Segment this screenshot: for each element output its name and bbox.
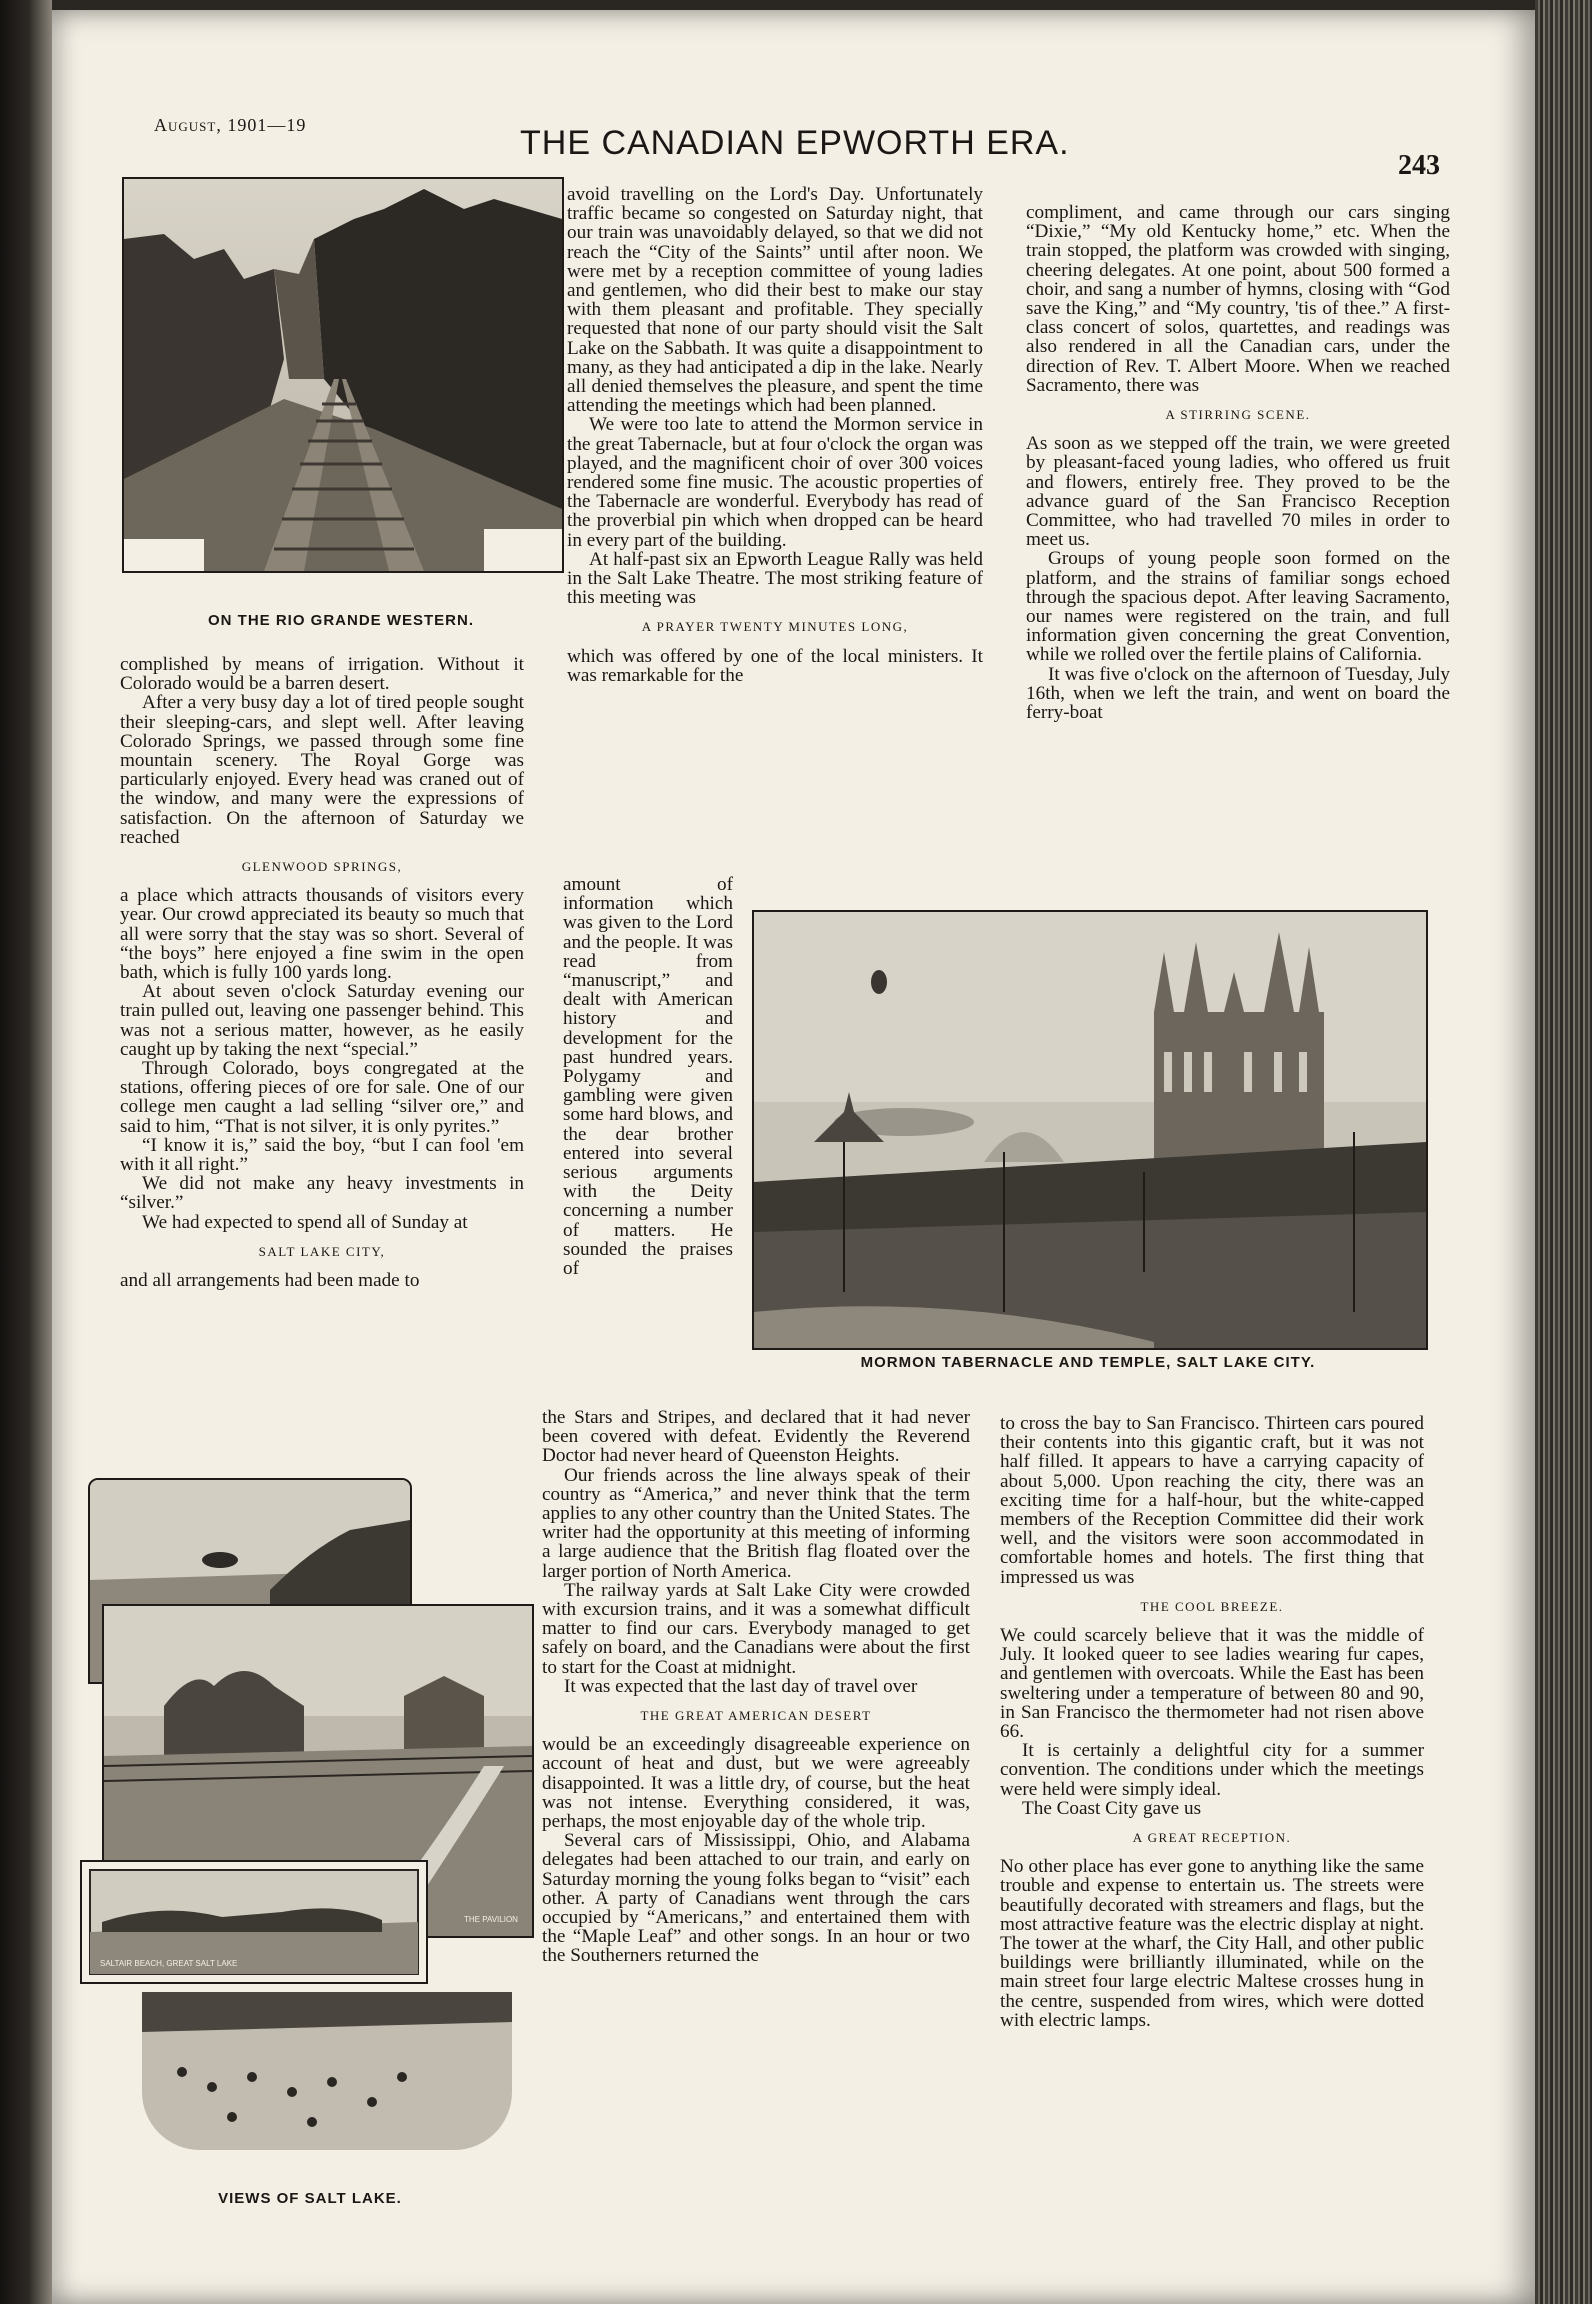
paragraph: Groups of young people soon formed on the platform, and the strains of familiar songs echoed through the spacious depot. After leaving Sacramento, our names were registered on the train, and full information given concerning the great Convention, while we rolled over the fertile plains of California. <box>1026 548 1450 666</box>
paragraph: which was offered by one of the local ministers. It was remarkable for the <box>567 645 983 686</box>
paragraph: the Stars and Stripes, and declared that it had never been covered with defeat. Evidently the Reverend Doctor had never heard of Queenston Heights. <box>542 1407 970 1467</box>
paragraph: compliment, and came through our cars singing “Dixie,” “My old Kentucky home,” etc. When the train stopped, the platform was crowded with singing, cheering delegates. At one point, about 500 formed a choir, and sang a number of hymns, closing with “God save the King,” and “My country, 'tis of thee.” A first-class concert of solos, quartettes, and readings was also rendered in all the Canadian cars, under the direction of Rev. T. Albert Moore. When we reached Sacramento, there was <box>1026 202 1450 396</box>
paragraph: avoid travelling on the Lord's Day. Unfortunately traffic became so congested on Saturday night, that our train was unavoidably delayed, so that we did not reach the “City of the Saints” until after noon. We were met by a reception committee of young ladies and gentlemen, who did their best to make our stay with them pleasant and profitable. They specially requested that none of our party should visit the Salt Lake on the Sabbath. It was quite a disappointment to many, as they had anticipated a dip in the lake. Nearly all denied themselves the pleasure, and spent the time attending the meetings which had been planned. <box>567 184 983 417</box>
pavilion-label: THE PAVILION <box>464 1915 518 1924</box>
paragraph: The Coast City gave us <box>1022 1797 1202 1819</box>
paragraph: and all arrangements had been made to <box>120 1270 420 1292</box>
subheading-great-reception: A GREAT RECEPTION. <box>1132 1830 1292 1846</box>
mormon-temple-photo <box>752 910 1428 1350</box>
paragraph: We had expected to spend all of Sunday at <box>142 1211 468 1233</box>
paragraph: a place which attracts thousands of visitors every year. Our crowd appreciated its beauty so much that all were sorry that the stay was so short. Several of “the boys” here enjoyed a fine swim in the open bath, which is fully 100 yards long. <box>120 885 524 984</box>
page-number: 243 <box>1398 150 1440 181</box>
paragraph: amount of information which was given to the Lord and the people. It was read from “manuscript,” and dealt with American history and development for the past hundred years. Polygamy and gambling were given some hard blows, and the dear brother entered into several serious arguments with the Deity concerning a number of matters. He sounded the praises of <box>563 874 733 1280</box>
paragraph: No other place has ever gone to anything like the same trouble and expense to entertain us. The streets were beautifully decorated with streamers and flags, but the most attractive feature was the electric display at night. The tower at the wharf, the City Hall, and other public buildings were brilliantly illuminated, while on the main street four large electric Maltese crosses hung in the centre, suspended from wires, which were dotted with electric lamps. <box>1000 1856 1424 2031</box>
column-1 <box>120 655 524 1290</box>
rio-grande-caption: ON THE RIO GRANDE WESTERN. <box>207 612 474 629</box>
paragraph: complished by means of irrigation. Without it Colorado would be a barren desert. <box>120 654 524 695</box>
saltair-beach-label: SALTAIR BEACH, GREAT SALT LAKE <box>100 1959 238 1968</box>
issue-date: August, 1901—19 <box>154 115 307 135</box>
paragraph: It was five o'clock on the afternoon of Tuesday, July 16th, when we left the train, and went on board the ferry-boat <box>1026 663 1450 724</box>
paragraph: We did not make any heavy investments in “silver.” <box>120 1173 524 1214</box>
paragraph: At about seven o'clock Saturday evening our train pulled out, leaving one passenger behind. This was not a serious matter, however, as he easily caught up by taking the next “special.” <box>120 981 524 1060</box>
book-left-edge <box>0 0 52 2304</box>
paragraph: Several cars of Mississippi, Ohio, and Alabama delegates had been attached to our train, and early on Saturday morning the young folks began to “visit” each other. A party of Canadians went through the cars occupied by “Americans,” and entertained them with the “Maple Leaf” and other songs. In an hour or two the Southerners returned the <box>542 1830 970 1967</box>
salt-lake-views-caption: VIEWS OF SALT LAKE. <box>218 2190 402 2207</box>
paragraph: It was expected that the last day of travel over <box>564 1675 918 1697</box>
salt-lake-views-montage <box>80 1478 530 2148</box>
subheading-cool-breeze: THE COOL BREEZE. <box>1140 1598 1284 1614</box>
column-2-bottom <box>542 1408 970 1966</box>
paragraph: At half-past six an Epworth League Rally was held in the Salt Lake Theatre. The most striking feature of this meeting was <box>567 548 983 609</box>
saltair-beach-photo <box>80 1860 428 1984</box>
subheading-glenwood: GLENWOOD SPRINGS, <box>241 859 403 875</box>
paragraph: After a very busy day a lot of tired people sought their sleeping-cars, and slept well. After leaving Colorado Springs, we passed through some fine mountain scenery. The Royal Gorge was particularly enjoyed. Every head was craned out of the window, and many were the expressions of satisfaction. On the afternoon of Saturday we reached <box>120 692 524 848</box>
subheading-stirring-scene: A STIRRING SCENE. <box>1165 407 1311 423</box>
column-2-top <box>567 185 983 685</box>
subheading-salt-lake-city: SALT LAKE CITY, <box>258 1243 386 1259</box>
paragraph: Our friends across the line always speak of their country as “America,” and never think that the term applies to any other country than the United States. The writer had the opportunity at this meeting of informing a large audience that the British flag floated over the larger portion of North America. <box>542 1464 970 1582</box>
paragraph: We were too late to attend the Mormon service in the great Tabernacle, but at four o'clock the organ was played, and the magnificent choir of over 300 voices rendered some fine music. The acoustic properties of the Tabernacle are wonderful. Everybody has read of the proverbial pin which when dropped can be heard in every part of the building. <box>567 414 983 551</box>
paragraph: Through Colorado, boys congregated at the stations, offering pieces of ore for sale. One of our college men caught a lad selling “silver ore,” and said to him, “That is not silver, it is only pyrites.” <box>120 1058 524 1137</box>
book-binding <box>1535 0 1592 2304</box>
bathers-photo <box>140 1990 514 2152</box>
paragraph: would be an exceedingly disagreeable experience on account of heat and dust, but we were agreeably disappointed. It was a little dry, of course, but the heat was not intense. Everything considered, it was, perhaps, the most enjoyable day of the whole trip. <box>542 1734 970 1833</box>
column-2-narrow <box>563 875 733 1278</box>
paragraph: The railway yards at Salt Lake City were crowded with excursion trains, and it was a somewhat difficult matter to find our cars. Everybody managed to get safely on board, and the Canadians were about the first to start for the Coast at midnight. <box>542 1579 970 1678</box>
rio-grande-photo <box>122 177 564 573</box>
paragraph: “I know it is,” said the boy, “but I can fool 'em with it all right.” <box>120 1134 524 1176</box>
paragraph: As soon as we stepped off the train, we were greeted by pleasant-faced young ladies, who offered us fruit and flowers, entirely free. They proved to be the advance guard of the San Francisco Reception Committee, who had travelled 70 miles in order to meet us. <box>1026 433 1450 551</box>
column-3-bottom <box>1000 1414 1424 2030</box>
subheading-prayer: A PRAYER TWENTY MINUTES LONG, <box>641 619 909 635</box>
paragraph: It is certainly a delightful city for a summer convention. The conditions under which the meetings were held were simply ideal. <box>1000 1740 1424 1800</box>
paragraph: We could scarcely believe that it was the middle of July. It looked queer to see ladies wearing fur capes, and gentlemen with overcoats. While the East has been sweltering under a temperature of between 80 and 90, in San Francisco the thermometer had not risen above 66. <box>1000 1625 1424 1743</box>
column-3-top <box>1026 203 1450 722</box>
subheading-desert: THE GREAT AMERICAN DESERT <box>640 1708 872 1724</box>
magazine-title: THE CANADIAN EPWORTH ERA. <box>520 124 1070 162</box>
paragraph: to cross the bay to San Francisco. Thirteen cars poured their contents into this gigantic craft, but it was not half filled. It appears to have a carrying capacity of about 5,000. Upon reaching the city, there was an exciting time for a half-hour, but the white-capped members of the Reception Committee did their work well, and the visitors were soon accommodated in comfortable homes and hotels. The first thing that impressed us was <box>1000 1413 1424 1588</box>
mormon-temple-caption: MORMON TABERNACLE AND TEMPLE, SALT LAKE CITY. <box>860 1354 1316 1371</box>
